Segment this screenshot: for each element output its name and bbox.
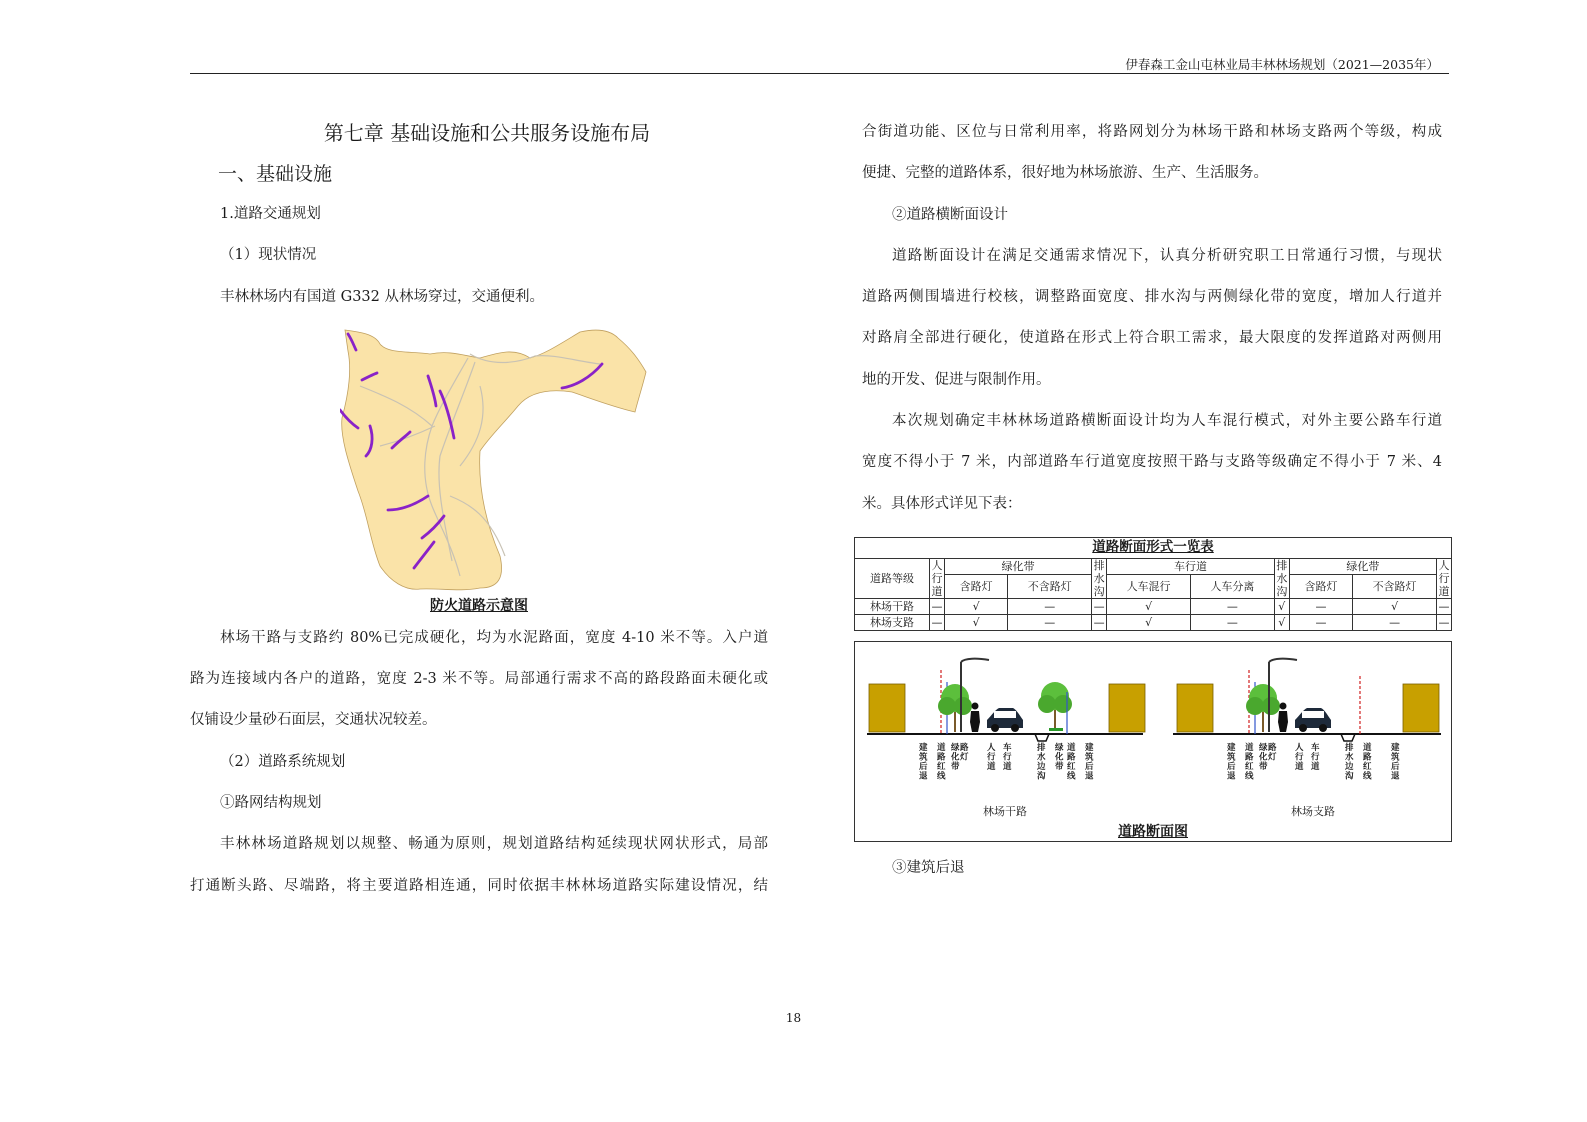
annotation-glyph: 道 xyxy=(1295,761,1304,772)
annotation-glyph: 道 xyxy=(1003,761,1012,772)
diagram-caption: 道路断面图 xyxy=(1118,823,1188,840)
annotation-glyph: 路 xyxy=(1067,752,1076,763)
para-network-cont-line: 便捷、完整的道路体系，很好地为林场旅游、生产、生活服务。 xyxy=(862,165,1268,182)
trunk-road-label: 林场干路 xyxy=(983,804,1027,818)
annotation-glyph: 红 xyxy=(1245,761,1254,772)
col-header-green: 绿化带 xyxy=(945,558,1092,574)
forest-area-shape xyxy=(342,330,646,590)
annotation-glyph: 退 xyxy=(1391,771,1400,782)
table-cell: √ xyxy=(1274,598,1289,614)
para-hardening-line: 仅铺设少量砂石面层，交通状况较差。 xyxy=(190,712,437,729)
table-cell: — xyxy=(1353,614,1437,630)
annotation-glyph: 道 xyxy=(1363,742,1372,753)
table-cell: — xyxy=(1190,598,1274,614)
para-status: 丰林林场内有国道 G332 从林场穿过，交通便利。 xyxy=(220,288,544,305)
para-cross-line: 地的开发、促进与限制作用。 xyxy=(862,371,1051,388)
table-cell: — xyxy=(1289,614,1352,630)
annotation-glyph: 退 xyxy=(919,771,928,782)
col-header-no-light: 不含路灯 xyxy=(1008,574,1092,598)
para-network-cont-line: 合街道功能、区位与日常利用率，将路网划分为林场干路和林场支路两个等级，构成 xyxy=(862,124,1442,140)
item-current-status: （1）现状情况 xyxy=(220,247,317,264)
right-column xyxy=(862,112,1450,889)
annotation-glyph: 后 xyxy=(1391,761,1400,772)
item-road-planning: 1.道路交通规划 xyxy=(220,206,321,222)
section-drawing xyxy=(855,642,1451,841)
annotation-glyph: 灯 xyxy=(1268,752,1277,763)
annotation-glyph: 筑 xyxy=(919,752,928,763)
annotation-glyph: 化 xyxy=(1259,752,1268,763)
table-cell: √ xyxy=(1353,598,1437,614)
annotation-glyph: 筑 xyxy=(1227,752,1236,763)
table-title: 道路断面形式一览表 xyxy=(855,537,1452,558)
para-cross-line: 对路肩全部进行硬化，使道路在形式上符合职工需求，最大限度的发挥道路对两侧用 xyxy=(862,330,1442,347)
trunk-road-section xyxy=(867,659,1145,741)
annotation-glyph: 红 xyxy=(937,761,946,772)
annotation-glyph: 退 xyxy=(1085,771,1094,782)
annotation-glyph: 排 xyxy=(1037,742,1046,753)
col-header-carriage: 车行道 xyxy=(1107,558,1275,574)
fire-road-map xyxy=(340,326,660,594)
item-building-setback: ③建筑后退 xyxy=(892,859,965,876)
para-plan-line: 宽度不得小于 7 米，内部道路车行道宽度按照干路与支路等级确定不得小于 7 米、4 xyxy=(862,454,1442,471)
building-block-right xyxy=(1109,684,1145,732)
annotation-glyph: 线 xyxy=(1363,771,1372,782)
annotation-glyph: 道 xyxy=(1311,761,1320,772)
annotation-glyph: 建 xyxy=(1391,742,1400,753)
header-rule xyxy=(190,73,1449,74)
table-cell: √ xyxy=(1274,614,1289,630)
annotation-glyph: 灯 xyxy=(960,752,969,763)
annotation-glyph: 边 xyxy=(1037,761,1046,772)
annotation-glyph: 人 xyxy=(987,742,996,753)
annotation-glyph: 线 xyxy=(937,771,946,782)
table-cell: — xyxy=(1289,598,1352,614)
para-hardening-line: 林场干路与支路约 80%已完成硬化，均为水泥路面，宽度 4-10 米不等。入户道 xyxy=(220,629,768,646)
table-cell: — xyxy=(1438,599,1450,613)
col-header-sidewalk: 人 行 道 xyxy=(1438,558,1450,598)
annotation-glyph: 线 xyxy=(1067,771,1076,782)
table-cell: √ xyxy=(1107,614,1191,630)
col-header-grade: 道路等级 xyxy=(855,558,930,598)
annotation-glyph: 路 xyxy=(937,752,946,763)
row-name: 林场干路 xyxy=(855,598,930,614)
building-block-left xyxy=(1177,684,1213,732)
annotation-glyph: 筑 xyxy=(1391,752,1400,763)
left-column xyxy=(190,112,768,907)
section-title: 一、基础设施 xyxy=(218,163,333,185)
annotation-glyph: 路 xyxy=(1245,752,1254,763)
section-annotations xyxy=(918,742,1400,782)
annotation-glyph: 道 xyxy=(937,742,946,753)
annotation-glyph: 绿 xyxy=(1259,742,1268,753)
annotation-glyph: 带 xyxy=(1055,761,1064,772)
annotation-glyph: 路 xyxy=(1363,752,1372,763)
annotation-glyph: 道 xyxy=(1067,742,1076,753)
table-cell: — xyxy=(1190,614,1274,630)
annotation-glyph: 建 xyxy=(919,742,928,753)
para-cross-line: 道路断面设计在满足交通需求情况下，认真分析研究职工日常通行习惯，与现状 xyxy=(892,247,1442,264)
table-cell: — xyxy=(1093,599,1105,613)
map-caption: 防火道路示意图 xyxy=(430,597,528,614)
table-cell: — xyxy=(931,599,943,613)
annotation-glyph: 带 xyxy=(1259,761,1268,772)
annotation-glyph: 绿 xyxy=(951,742,960,753)
annotation-glyph: 带 xyxy=(951,761,960,772)
col-header-ditch: 排 水 沟 xyxy=(1093,558,1105,598)
road-section-table xyxy=(854,537,1452,631)
para-hardening-line: 路为连接域内各户的道路，宽度 2-3 米不等。局部通行需求不高的路段路面未硬化或 xyxy=(190,671,768,688)
annotation-glyph: 线 xyxy=(1245,771,1254,782)
annotation-glyph: 道 xyxy=(1245,742,1254,753)
table-cell: — xyxy=(1008,614,1092,630)
road-section-diagram xyxy=(854,641,1452,842)
para-network-line: 打通断头路、尽端路，将主要道路相连通，同时依据丰林林场道路实际建设情况，结 xyxy=(190,877,768,894)
running-header: 伊春森工金山屯林业局丰林林场规划（2021—2035年） xyxy=(1125,57,1439,72)
annotation-glyph: 水 xyxy=(1345,752,1354,763)
annotation-glyph: 红 xyxy=(1363,761,1372,772)
item-cross-section: ②道路横断面设计 xyxy=(892,206,1008,223)
annotation-glyph: 车 xyxy=(1311,742,1320,753)
annotation-glyph: 边 xyxy=(1345,761,1354,772)
annotation-glyph: 后 xyxy=(1085,761,1094,772)
building-block-left xyxy=(869,684,905,732)
chapter-title: 第七章 基础设施和公共服务设施布局 xyxy=(323,121,651,145)
annotation-glyph: 筑 xyxy=(1085,752,1094,763)
annotation-glyph: 行 xyxy=(1295,752,1304,763)
table-cell: √ xyxy=(945,614,1008,630)
para-cross-line: 道路两侧围墙进行校核，调整路面宽度、排水沟与两侧绿化带的宽度，增加人行道并 xyxy=(862,289,1442,306)
annotation-glyph: 建 xyxy=(1085,742,1094,753)
annotation-glyph: 沟 xyxy=(1037,771,1046,782)
table-row xyxy=(855,614,1452,630)
annotation-glyph: 绿 xyxy=(1055,742,1064,753)
annotation-glyph: 车 xyxy=(1003,742,1012,753)
table-cell: — xyxy=(1093,615,1105,629)
table-cell: — xyxy=(931,615,943,629)
table-cell: √ xyxy=(945,598,1008,614)
annotation-glyph: 退 xyxy=(1227,771,1236,782)
annotation-glyph: 红 xyxy=(1067,761,1076,772)
building-block-right xyxy=(1403,684,1439,732)
para-network-line: 丰林林场道路规划以规整、畅通为原则，规划道路结构延续现状网状形式，局部 xyxy=(220,836,768,853)
annotation-glyph: 化 xyxy=(1055,752,1064,763)
annotation-glyph: 水 xyxy=(1037,752,1046,763)
annotation-glyph: 后 xyxy=(1227,761,1236,772)
col-header-ditch: 排 水 沟 xyxy=(1276,558,1288,598)
branch-road-label: 林场支路 xyxy=(1291,804,1335,818)
table-row xyxy=(855,598,1452,614)
table-cell: — xyxy=(1438,615,1450,629)
col-header-separated: 人车分离 xyxy=(1190,574,1274,598)
item-network-structure: ①路网结构规划 xyxy=(220,795,322,812)
para-plan-line: 本次规划确定丰林林场道路横断面设计均为人车混行模式，对外主要公路车行道 xyxy=(892,413,1442,430)
branch-road-section xyxy=(1173,659,1441,741)
row-name: 林场支路 xyxy=(855,614,930,630)
annotation-glyph: 沟 xyxy=(1345,771,1354,782)
annotation-glyph: 人 xyxy=(1295,742,1304,753)
item-road-system: （2）道路系统规划 xyxy=(220,753,346,770)
annotation-glyph: 建 xyxy=(1227,742,1236,753)
annotation-glyph: 化 xyxy=(951,752,960,763)
annotation-glyph: 行 xyxy=(987,752,996,763)
annotation-glyph: 排 xyxy=(1345,742,1354,753)
col-header-sidewalk: 人 行 道 xyxy=(931,558,943,598)
col-header-mixed: 人车混行 xyxy=(1107,574,1191,598)
table-cell: √ xyxy=(1107,598,1191,614)
annotation-glyph: 行 xyxy=(1003,752,1012,763)
annotation-glyph: 路 xyxy=(960,742,969,753)
col-header-no-light: 不含路灯 xyxy=(1353,574,1437,598)
col-header-with-light: 含路灯 xyxy=(1289,574,1352,598)
annotation-glyph: 行 xyxy=(1311,752,1320,763)
col-header-green: 绿化带 xyxy=(1289,558,1436,574)
annotation-glyph: 路 xyxy=(1268,742,1277,753)
annotation-glyph: 后 xyxy=(919,761,928,772)
table-cell: — xyxy=(1008,598,1092,614)
para-plan-line: 米。具体形式详见下表： xyxy=(862,495,1022,512)
page-number: 18 xyxy=(785,1011,802,1025)
annotation-glyph: 道 xyxy=(987,761,996,772)
col-header-with-light: 含路灯 xyxy=(945,574,1008,598)
